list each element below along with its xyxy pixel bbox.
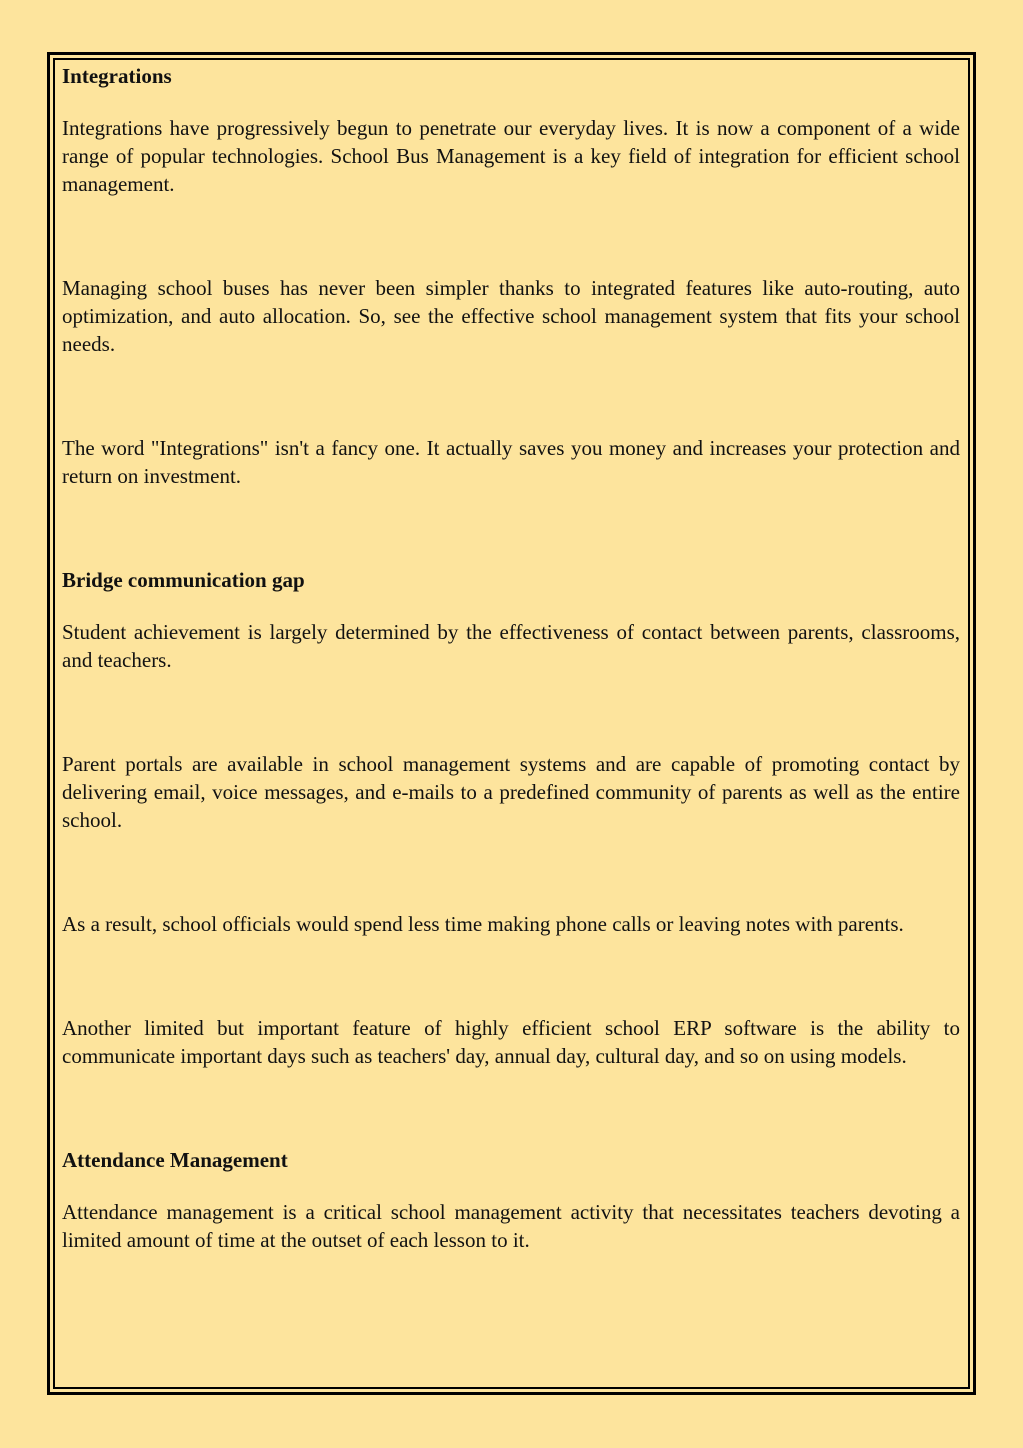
section-heading-bridge-communication-gap: Bridge communication gap [62, 568, 305, 592]
paragraph: Managing school buses has never been simpler thanks to integrated features like auto-routing, auto optimization, and auto allocation. So, see the effective school management system that fits your school needs. [62, 276, 960, 356]
paragraph: Parent portals are available in school management systems and are capable of promoting contact by delivering email, voice messages, and e-mails to a predefined community of parents as well as the entire school. [62, 752, 960, 832]
paragraph: Another limited but important feature of highly efficient school ERP software is the ability to communicate important days such as teachers' day, annual day, cultural day, and so on using models. [62, 1016, 960, 1068]
paragraph: Attendance management is a critical school management activity that necessitates teachers devoting a limited amount of time at the outset of each lesson to it. [62, 1200, 960, 1252]
paragraph: Integrations have progressively begun to penetrate our everyday lives. It is now a component of a wide range of popular technologies. School Bus Management is a key field of integration for efficient school management. [62, 116, 960, 196]
paragraph: As a result, school officials would spend less time making phone calls or leaving notes with parents. [62, 912, 904, 936]
section-heading-attendance-management: Attendance Management [62, 1148, 288, 1172]
paragraph: Student achievement is largely determined by the effectiveness of contact between parents, classrooms, and teachers. [62, 620, 960, 672]
document-content [62, 62, 960, 1254]
paragraph: The word "Integrations" isn't a fancy one. It actually saves you money and increases your protection and return on investment. [62, 436, 960, 488]
section-heading-integrations: Integrations [62, 64, 172, 88]
